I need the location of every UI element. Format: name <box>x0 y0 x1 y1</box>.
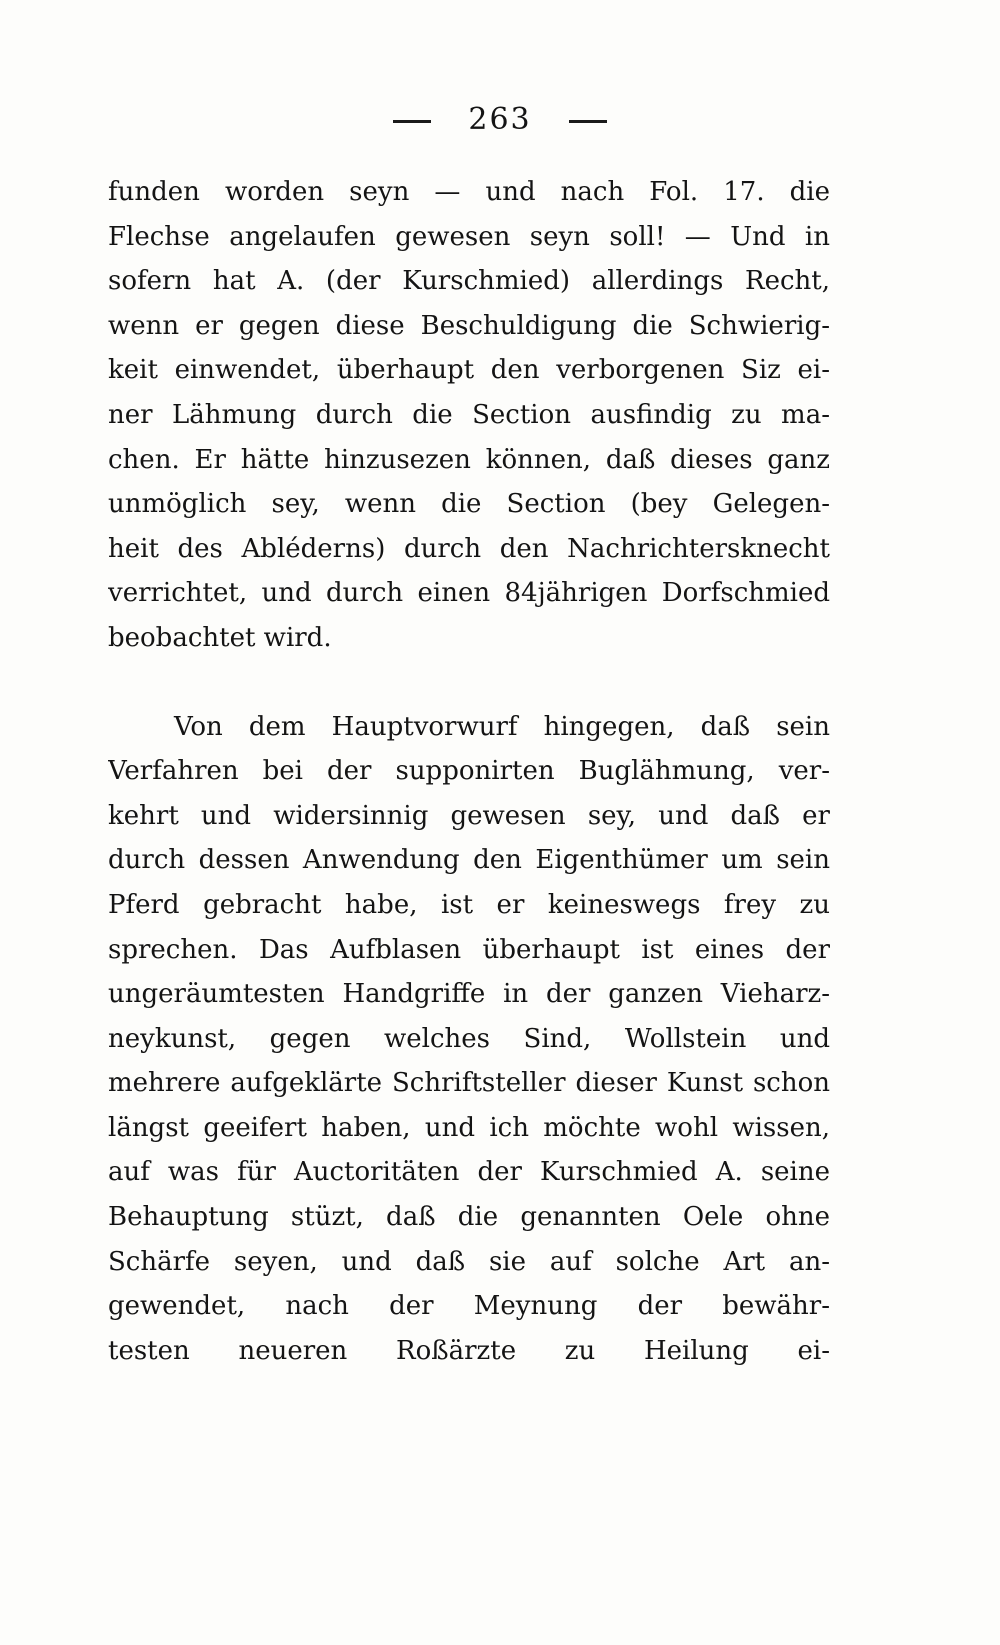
text-line: mehrere aufgeklärte Schriftsteller dieser Kunst schon <box>108 1068 830 1099</box>
text-line: ner Lähmung durch die Section ausfindig zu ma- <box>108 399 830 430</box>
text-line: Schärfe seyen, und daß sie auf solche Art an- <box>108 1246 830 1277</box>
text-line: Pferd gebracht habe, ist er keineswegs frey zu <box>108 889 830 920</box>
page-number: 263 <box>468 102 532 137</box>
text-line: Behauptung stüzt, daß die genannten Oele ohne <box>108 1202 830 1233</box>
text-line: keit einwendet, überhaupt den verborgenen Siz ei- <box>108 355 830 386</box>
paragraph-2 <box>108 705 830 1374</box>
text-line: unmöglich sey, wenn die Section (bey Gelegen- <box>108 489 830 520</box>
text-line: funden worden seyn — und nach Fol. 17. die <box>108 177 830 207</box>
text-line: sprechen. Das Aufblasen überhaupt ist eines der <box>108 934 830 965</box>
paragraph-1 <box>108 170 830 661</box>
text-line: chen. Er hätte hinzusezen können, daß dieses ganz <box>108 444 830 475</box>
text-line: Von dem Hauptvorwurf hingegen, daß sein <box>174 711 830 742</box>
text-line: wenn er gegen diese Beschuldigung die Schwierig- <box>108 310 830 341</box>
text-line: beobachtet wird. <box>108 622 332 653</box>
text-line: verrichtet, und durch einen 84jährigen Dorfschmied <box>108 578 830 609</box>
text-line: gewendet, nach der Meynung der bewähr- <box>108 1291 830 1322</box>
header-dash-left <box>393 120 431 123</box>
text-line: heit des Abléderns) durch den Nachrichtersknecht <box>108 533 830 564</box>
body-text <box>108 170 830 1373</box>
text-line: auf was für Auctoritäten der Kurschmied A. seine <box>108 1157 830 1188</box>
header-dash-right <box>569 120 607 123</box>
text-line: längst geeifert haben, und ich möchte wohl wissen, <box>108 1112 830 1143</box>
text-line: testen neueren Roßärzte zu Heilung ei- <box>108 1335 830 1366</box>
paragraph-gap <box>108 661 830 705</box>
text-line: durch dessen Anwendung den Eigenthümer um sein <box>108 845 830 876</box>
running-head <box>0 98 1000 142</box>
text-line: Verfahren bei der supponirten Buglähmung, ver- <box>108 756 830 787</box>
text-line: kehrt und widersinnig gewesen sey, und daß er <box>108 800 830 831</box>
text-line: sofern hat A. (der Kurschmied) allerdings Recht, <box>108 266 830 297</box>
text-line: Flechse angelaufen gewesen seyn soll! — Und in <box>108 221 830 252</box>
text-line: neykunst, gegen welches Sind, Wollstein und <box>108 1023 830 1054</box>
text-line: ungeräumtesten Handgriffe in der ganzen Vieharz- <box>108 979 830 1010</box>
